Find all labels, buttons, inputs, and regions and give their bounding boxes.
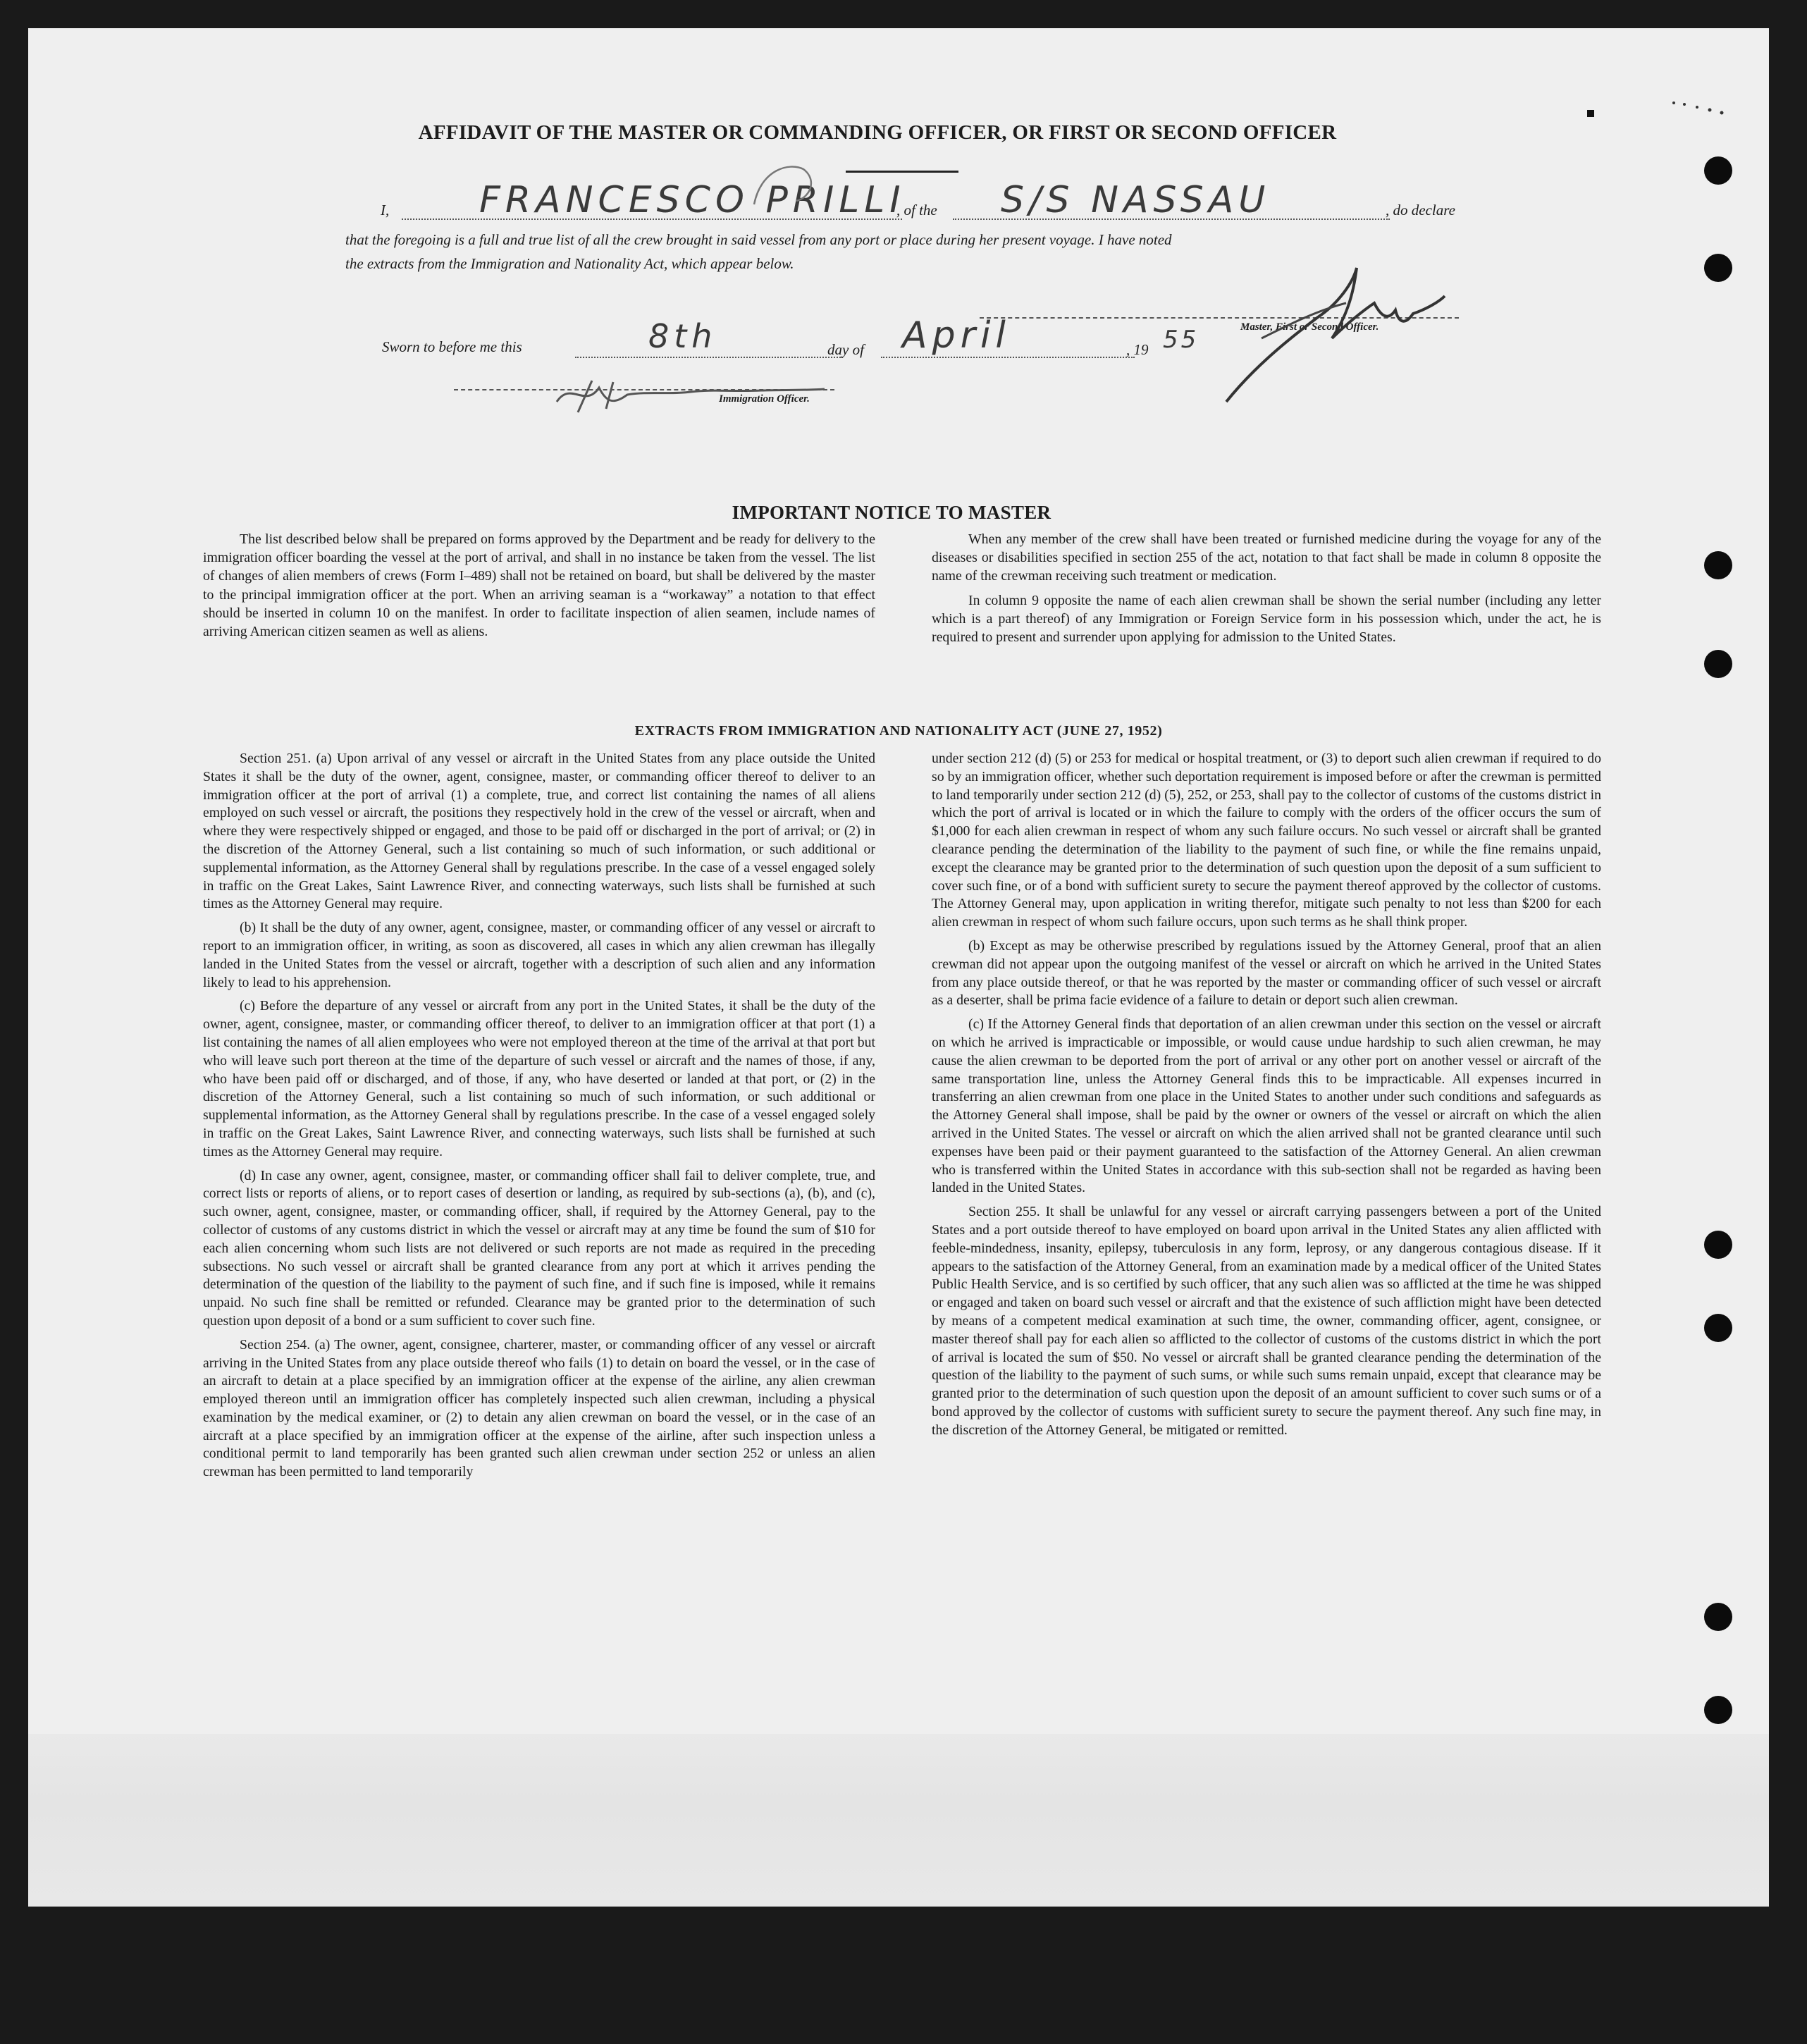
section-255: Section 255. It shall be unlawful for any vessel or aircraft carrying passengers between a port of the United States and a port outside thereof to have employed on board upon arrival in the United States any alien afflicted with feeble-mindedness, insanity, epilepsy, tuberculosis in any form, leprosy, or any dangerous contagious disease. If it appears to the satisfaction of the Attorney General, from an examination made by a medical officer of the United States Public Health Service, and is so certified by such officer, that any such alien was so afflicted at the time he was shipped or engaged and taken on board such vessel or aircraft and that the existence of such affliction might have been detected by means of a competent medical examination at such time, the owner, commanding officer, agent, consignee, or master thereof shall pay for each alien so afflicted to the collector of customs of the customs district in which the port of arrival is located the sum of $50. No vessel or aircraft shall be granted clearance pending the determination of the question of the liability to the payment of such sums, or while such sums remain unpaid, except that clearance may be granted prior to the determination of such question upon the deposit of an amount sufficient to cover such sums or of a bond approved by the collector of customs with sufficient surety to secure the payment thereof. Any such fine may, in the discretion of the Attorney General, be mitigated or remitted. (932, 1204, 1601, 1438)
sworn-month-handwritten: April (902, 314, 1011, 357)
sworn-day-handwritten: 8th (648, 317, 717, 355)
officer-caption: Immigration Officer. (719, 393, 810, 405)
notice-left-column (203, 530, 875, 641)
page-bottom-margin (28, 1734, 1769, 1907)
binder-hole (1704, 650, 1732, 678)
section-251-b: (b) It shall be the duty of any owner, agent, consignee, master, or commanding officer of any vessel or aircraft to report to an immigration officer, in writing, as soon as discovered, all cases in which any alien crewman has illegally landed in the United States from the vessel or aircraft, together with a description of such alien and any information likely to lead to his apprehension. (203, 920, 875, 990)
section-254-b: (b) Except as may be otherwise prescribed by regulations issued by the Attorney General, proof that an alien crewman did not appear upon the outgoing manifest of the vessel or aircraft on which he arrived in the United States from any place outside thereof, or that he was reported by the master or commanding officer of such vessel or aircraft as a deserter, shall be prima facie evidence of a failure to detain or deport such alien crewman. (932, 937, 1601, 1009)
of-the-label: , of the (896, 202, 937, 218)
section-251-a: Section 251. (a) Upon arrival of any vessel or aircraft in the United States from any place outside the United States it shall be the duty of the owner, agent, consignee, master, or commanding officer thereof to deliver to an immigration officer at the port of arrival (1) a complete, true, and correct list containing the names of all aliens employed on such vessel or aircraft, the positions they respectively hold in the crew of the vessel or aircraft, when and where they were respectively shipped or engaged, and those to be paid off or discharged in the port of arrival; or (2) in the discretion of the Attorney General, such a list containing so much of such information, or such additional or supplemental information, as the Attorney General shall by regulations prescribe. In the case of a vessel engaged solely in traffic on the Great Lakes, Saint Lawrence River, and connecting waterways, such lists shall be furnished at such times as the Attorney General may require. (203, 751, 875, 912)
section-254-a: Section 254. (a) The owner, agent, consignee, charterer, master, or commanding officer of any vessel or aircraft arriving in the United States from any place outside thereof who fails (1) to detain on board the vessel, or in the case of an aircraft to detain at a place specified by an immigration officer at the expense of the airline, any alien crewman employed thereon until an immigration officer has completely inspected such alien crewman, including a physical examination by the medical examiner, or (2) to detain any alien crewman on board the vessel, or in the case of an aircraft at a place specified by an immigration officer at the expense of the airline, after such inspection unless a conditional permit to land temporarily has been granted such alien crewman under section 252 or unless an alien crewman has been permitted to land temporarily (203, 1336, 875, 1480)
declaration-line-2: the extracts from the Immigration and Nationality Act, which appear below. (345, 255, 794, 272)
notice-left-paragraph: The list described below shall be prepared on forms approved by the Department and be ready for delivery to the immigration officer boarding the vessel at the port of arrival, and shall in no instance be taken from the vessel. The list of changes of alien members of crews (Form I–489) shall not be retained on board, but shall be delivered by the master to the principal immigration officer at the port. When an arriving seaman is a “workaway” a notation to that effect should be inserted in column 10 on the manifest. In order to facilitate inspection of alien seamen, include names of arriving American citizen seamen as well as aliens. (203, 531, 875, 640)
declaration-line-1: that the foregoing is a full and true list of all the crew brought in said vessel from any port or place during her present voyage. I have noted (345, 231, 1172, 248)
sworn-year-handwritten: 55 (1163, 326, 1199, 354)
sworn-label: Sworn to before me this (382, 338, 522, 355)
sworn-day-line (575, 357, 843, 358)
margin-check-mark (747, 162, 832, 211)
sworn-month-line (881, 357, 1135, 358)
document-page (28, 28, 1769, 1907)
binder-hole (1704, 156, 1732, 185)
title-rule (846, 171, 958, 173)
i-label: I, (381, 202, 390, 218)
year-prefix: , 19 (1126, 341, 1149, 358)
do-declare-label: , do declare (1386, 202, 1455, 218)
notice-right-column (932, 530, 1601, 646)
master-caption: Master, First or Second Officer. (1240, 321, 1379, 333)
notice-right-paragraph-1: When any member of the crew shall have been treated or furnished medicine during the voyage for any of the diseases or disabilities specified in section 255 of the act, notation to that fact shall be made in column 8 opposite the name of the crewman receiving such treatment or medication. (932, 531, 1601, 584)
affidavit-title: AFFIDAVIT OF THE MASTER OR COMMANDING OFFICER, OR FIRST OR SECOND OFFICER (418, 121, 1337, 144)
vessel-name-handwritten: S/S NASSAU (1001, 179, 1271, 221)
binder-hole (1704, 1696, 1732, 1724)
master-signature (1212, 254, 1452, 416)
extracts-title: EXTRACTS FROM IMMIGRATION AND NATIONALITY ACT (JUNE 27, 1952) (634, 723, 1163, 739)
binder-hole (1704, 254, 1732, 282)
extracts-left-column (203, 750, 875, 1482)
day-of-label: day of (827, 341, 864, 358)
section-251-d: (d) In case any owner, agent, consignee, master, or commanding officer shall fail to deliver complete, true, and correct lists or reports of aliens, or to report cases of desertion or landing, as required by sub-sections (a), (b), and (c), such owner, agent, consignee, master, or commanding officer, shall, if required by the Attorney General, pay to the collector of customs of any customs district in which the vessel or aircraft may at any time be found the sum of $10 for each alien concerning whom such lists are not delivered or such reports are not made as required in the preceding subsections. No such vessel or aircraft shall be granted clearance from any port at which it arrives pending the determination of the question of the liability to the payment of such fine, and if such fine is imposed, while it remains unpaid. No such fine shall be remitted or refunded. Clearance may be granted prior to the determination of such question upon deposit of a bond or a sum sufficient to cover such fine. (203, 1167, 875, 1329)
section-254-c: (c) If the Attorney General finds that deportation of an alien crewman under this section on the vessel or aircraft on which he arrived is impracticable or impossible, or would cause undue hardship to such alien crewman, he may cause the alien crewman to be deported from the port of arrival or any other port on another vessel or aircraft of the same transportation line, unless the Attorney General finds this to be impracticable. All expenses incurred in transferring an alien crewman from one place in the United States to another under such conditions and safeguards as the Attorney General shall impose, shall be paid by the owner or owners of the vessel or aircraft on which the alien arrived in the United States. The vessel or aircraft on which the alien arrived shall not be granted clearance until such expenses have been paid or their payment guaranteed to the satisfaction of the Attorney General. An alien crewman who is transferred within the United States in accordance with this sub-section shall not be regarded as having been landed in the United States. (932, 1016, 1601, 1196)
notice-right-paragraph-2: In column 9 opposite the name of each alien crewman shall be shown the serial number (including any letter which is a part thereof) of any Immigration or Foreign Service form in his possession which, under the act, he is required to present and surrender upon applying for admission to the United States. (932, 592, 1601, 646)
master-name-handwritten: FRANCESCO PRILLI (479, 179, 906, 221)
section-251-c: (c) Before the departure of any vessel or aircraft from any port in the United States, it shall be the duty of the owner, agent, consignee, master, or commanding officer thereof, to deliver to an immigration officer at that port (1) a list containing the names of all alien employees who were not employed thereon at the time of the arrival at that port but who will leave such port thereon at the time of the departure of such vessel or aircraft and the names of those, if any, who have been paid off or discharged, and of those, if any, who have deserted or landed at that port, or (2) in the discretion of the Attorney General, such a list containing so much of such information, or such additional or supplemental information, as the Attorney General shall by regulations prescribe. In the case of a vessel engaged solely in traffic on the Great Lakes, Saint Lawrence River, and connecting waterways, such lists shall be furnished at such times as the Attorney General may require. (203, 998, 875, 1159)
immigration-officer-signature (550, 374, 846, 416)
section-254-a-continued: under section 212 (d) (5) or 253 for medical or hospital treatment, or (3) to deport such alien crewman if required to do so by an immigration officer, whether such deportation requirement is imposed before or after the crewman is permitted to land temporarily under section 212 (d) (5), 252, or 253, shall pay to the collector of customs of the customs district in which the port of arrival is located or in which the failure to comply with the orders of the officer occurs the sum of $1,000 for each alien crewman in respect of whom any such failure occurs. No such vessel or aircraft shall be granted clearance pending the determination of the liability to the payment of such fine, or while the fine remains unpaid, except the clearance may be granted prior to the determination of such question upon the deposit of a sum sufficient to cover such fine, or of a bond with sufficient surety to secure the payment thereof approved by the collector of customs. The Attorney General may, upon application in writing therefor, mitigate such penalty to not less than $200 for each alien crewman in respect of whom such failure occurs, upon such terms as he shall think proper. (932, 751, 1601, 930)
binder-hole (1704, 551, 1732, 579)
binder-hole (1704, 1603, 1732, 1631)
binder-hole (1704, 1231, 1732, 1259)
extracts-right-column (932, 750, 1601, 1439)
notice-title: IMPORTANT NOTICE TO MASTER (732, 502, 1051, 523)
binder-hole (1704, 1314, 1732, 1342)
